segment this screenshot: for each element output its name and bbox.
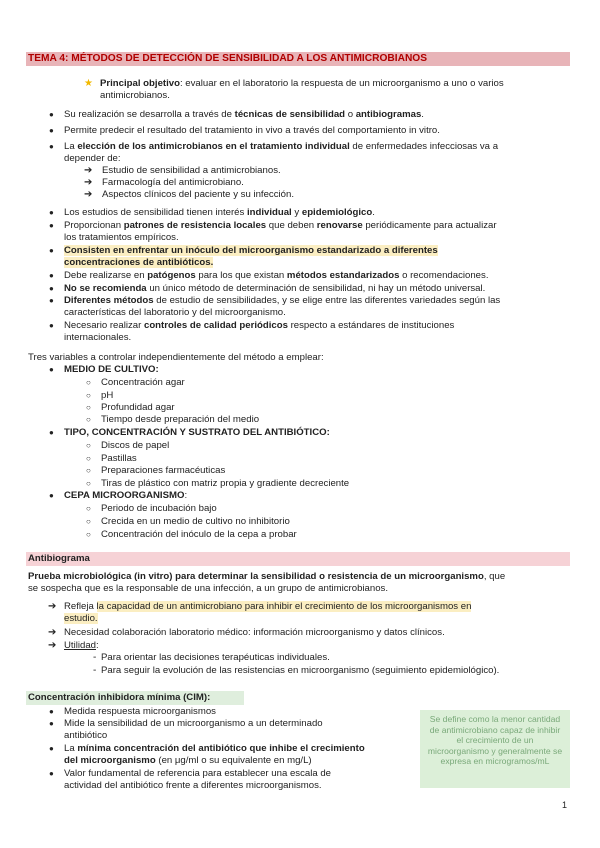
cim-definition-box: Se define como la menor cantidad de antimicrobiano capaz de inhibir el crecimiento de un microorganismo y generalmente se expresa en microgramos/mL bbox=[420, 710, 570, 788]
antibiograma-definition: Prueba microbiológica (in vitro) para determinar la sensibilidad o resistencia de un microorganismo, que bbox=[28, 571, 506, 582]
cim-point-4: Valor fundamental de referencia para establecer una escala de bbox=[64, 768, 332, 779]
circle-bullet-icon: ○ bbox=[86, 403, 91, 412]
cim-point-2: Mide la sensibilidad de un microorganismo a un determinado bbox=[64, 718, 323, 729]
variable-item: Periodo de incubación bajo bbox=[101, 503, 217, 514]
bullet-icon: ● bbox=[49, 284, 54, 293]
antibiograma-point-1: Refleja la capacidad de un antimicrobiano para inhibir el crecimiento de los microorganismos en bbox=[64, 601, 472, 612]
bullet-icon: ● bbox=[49, 719, 54, 728]
bullet-icon: ● bbox=[49, 126, 54, 135]
bullet-icon: ● bbox=[49, 365, 54, 374]
cim-point-3-cont: del microorganismo (en μg/ml o su equivalente en mg/L) bbox=[64, 755, 312, 766]
bullet-3: La elección de los antimicrobianos en el tratamiento individual de enfermedades infecciosas va a bbox=[64, 141, 499, 152]
utilidad-item: Para seguir la evolución de las resistencias en microorganismo (seguimiento epidemiológico). bbox=[101, 665, 500, 676]
section-heading-antibiograma: Antibiograma bbox=[26, 552, 570, 566]
bullet-9-cont: características del laboratorio y del microorganismo. bbox=[64, 307, 286, 318]
cim-point-1: Medida respuesta microorganismos bbox=[64, 706, 216, 717]
objective-text: : evaluar en el laboratorio la respuesta de un microorganismo a uno o varios bbox=[179, 78, 504, 89]
arrow-icon: ➔ bbox=[84, 177, 93, 188]
variable-item: Crecida en un medio de cultivo no inhibitorio bbox=[101, 516, 290, 527]
dash-bullet-icon: - bbox=[93, 665, 97, 676]
bullet-icon: ● bbox=[49, 491, 54, 500]
antibiograma-definition-cont: se sospecha que es la responsable de una infección, a un grupo de antimicrobianos. bbox=[28, 583, 389, 594]
variable-item: pH bbox=[101, 390, 114, 401]
bullet-10-cont: internacionales. bbox=[64, 332, 132, 343]
variables-intro: Tres variables a controlar independientemente del método a emplear: bbox=[28, 352, 324, 363]
variable-heading: TIPO, CONCENTRACIÓN Y SUSTRATO DEL ANTIBIÓTICO: bbox=[64, 427, 330, 438]
bullet-icon: ● bbox=[49, 221, 54, 230]
bullet-5: Proporcionan patrones de resistencia locales que deben renovarse periódicamente para actualizar bbox=[64, 220, 497, 231]
bullet-1: Su realización se desarrolla a través de técnicas de sensibilidad o antibiogramas. bbox=[64, 109, 424, 120]
antibiograma-point-2: Necesidad colaboración laboratorio médico: información microorganismo y datos clínicos. bbox=[64, 627, 445, 638]
sub-item: Farmacología del antimicrobiano. bbox=[102, 177, 244, 188]
circle-bullet-icon: ○ bbox=[86, 530, 91, 539]
circle-bullet-icon: ○ bbox=[86, 466, 91, 475]
bullet-icon: ● bbox=[49, 296, 54, 305]
circle-bullet-icon: ○ bbox=[86, 517, 91, 526]
variable-item: Tiempo desde preparación del medio bbox=[101, 414, 260, 425]
bullet-icon: ● bbox=[49, 744, 54, 753]
sub-item: Aspectos clínicos del paciente y su infección. bbox=[102, 189, 294, 200]
arrow-icon: ➔ bbox=[84, 165, 93, 176]
antibiograma-point-3: Utilidad: bbox=[64, 640, 99, 651]
bullet-3-cont: depender de: bbox=[64, 153, 121, 164]
circle-bullet-icon: ○ bbox=[86, 454, 91, 463]
arrow-icon: ➔ bbox=[48, 640, 57, 651]
bullet-6-cont: concentraciones de antibióticos. bbox=[64, 257, 214, 268]
bullet-icon: ● bbox=[49, 321, 54, 330]
arrow-icon: ➔ bbox=[48, 601, 57, 612]
bullet-icon: ● bbox=[49, 208, 54, 217]
utilidad-item: Para orientar las decisiones terapéuticas individuales. bbox=[101, 652, 330, 663]
variable-heading: CEPA MICROORGANISMO: bbox=[64, 490, 188, 501]
bullet-icon: ● bbox=[49, 142, 54, 151]
bullet-4: Los estudios de sensibilidad tienen interés individual y epidemiológico. bbox=[64, 207, 375, 218]
circle-bullet-icon: ○ bbox=[86, 479, 91, 488]
bullet-2: Permite predecir el resultado del tratamiento in vivo a través del comportamiento in vitro. bbox=[64, 125, 440, 136]
page-title: TEMA 4: MÉTODOS DE DETECCIÓN DE SENSIBILIDAD A LOS ANTIMICROBIANOS bbox=[26, 52, 570, 66]
circle-bullet-icon: ○ bbox=[86, 415, 91, 424]
variable-item: Concentración del inóculo de la cepa a probar bbox=[101, 529, 297, 540]
objective-line bbox=[100, 78, 504, 90]
cim-point-3: La mínima concentración del antibiótico que inhibe el crecimiento bbox=[64, 743, 365, 754]
circle-bullet-icon: ○ bbox=[86, 441, 91, 450]
arrow-icon: ➔ bbox=[48, 627, 57, 638]
objective-label: Principal objetivo bbox=[100, 78, 180, 89]
objective-line-2: antimicrobianos. bbox=[100, 90, 170, 101]
variable-heading: MEDIO DE CULTIVO: bbox=[64, 364, 159, 375]
sub-item: Estudio de sensibilidad a antimicrobianos. bbox=[102, 165, 281, 176]
bullet-icon: ● bbox=[49, 769, 54, 778]
bullet-8: No se recomienda un único método de determinación de sensibilidad, ni hay un método universal. bbox=[64, 283, 486, 294]
variable-item: Preparaciones farmacéuticas bbox=[101, 465, 226, 476]
bullet-7: Debe realizarse en patógenos para los que existan métodos estandarizados o recomendaciones. bbox=[64, 270, 489, 281]
bullet-5-cont: los tratamientos empíricos. bbox=[64, 232, 179, 243]
circle-bullet-icon: ○ bbox=[86, 391, 91, 400]
variable-item: Profundidad agar bbox=[101, 402, 175, 413]
circle-bullet-icon: ○ bbox=[86, 378, 91, 387]
dash-bullet-icon: - bbox=[93, 652, 97, 663]
arrow-icon: ➔ bbox=[84, 189, 93, 200]
cim-point-2-cont: antibiótico bbox=[64, 730, 108, 741]
star-icon: ★ bbox=[84, 78, 93, 89]
bullet-icon: ● bbox=[49, 271, 54, 280]
bullet-icon: ● bbox=[49, 707, 54, 716]
page-number: 1 bbox=[562, 800, 568, 810]
antibiograma-point-1-cont: estudio. bbox=[64, 613, 98, 624]
cim-point-4-cont: actividad del antibiótico frente a diferentes microorganismos. bbox=[64, 780, 322, 791]
variable-item: Discos de papel bbox=[101, 440, 170, 451]
variable-item: Concentración agar bbox=[101, 377, 185, 388]
bullet-icon: ● bbox=[49, 428, 54, 437]
variable-item: Tiras de plástico con matriz propia y gradiente decreciente bbox=[101, 478, 350, 489]
variable-item: Pastillas bbox=[101, 453, 137, 464]
bullet-icon: ● bbox=[49, 246, 54, 255]
bullet-10: Necesario realizar controles de calidad periódicos respecto a estándares de instituciones bbox=[64, 320, 455, 331]
bullet-9: Diferentes métodos de estudio de sensibilidades, y se elige entre las diferentes variedades según las bbox=[64, 295, 501, 306]
section-heading-cim: Concentración inhibidora mínima (CIM): bbox=[26, 691, 244, 705]
bullet-6: Consisten en enfrentar un inóculo del microorganismo estandarizado a diferentes bbox=[64, 245, 438, 256]
circle-bullet-icon: ○ bbox=[86, 504, 91, 513]
bullet-icon: ● bbox=[49, 110, 54, 119]
